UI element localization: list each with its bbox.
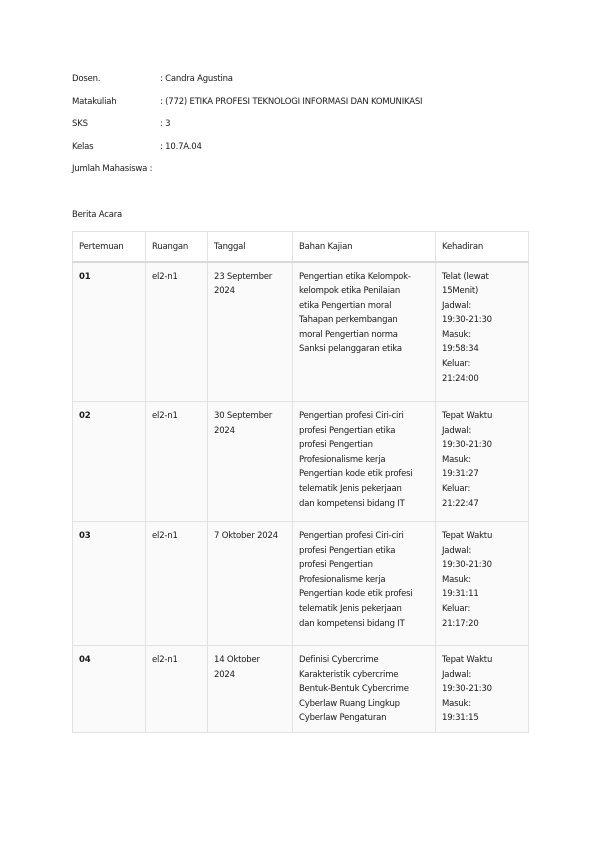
cell-bahan-kajian-line: Profesionalisme kerja (299, 454, 386, 465)
sks-value: : 3 (160, 119, 171, 129)
cell-pertemuan-text: 02 (79, 411, 91, 421)
cell-bahan-kajian-line: Cyberlaw Pengaturan (299, 713, 387, 724)
header-pertemuan: Pertemuan (73, 232, 146, 262)
cell-pertemuan (73, 646, 146, 733)
kelas-label: Kelas (72, 141, 94, 152)
cell-kehadiran-line: Jadwal: (442, 545, 472, 556)
cell-tanggal-line: 2024 (214, 425, 235, 436)
cell-bahan-kajian-line: etika Pengertian moral (299, 300, 392, 311)
cell-pertemuan-text: 01 (79, 271, 91, 282)
cell-kehadiran-line: 19:30-21:30 (442, 315, 492, 326)
cell-kehadiran-line: 15Menit) (442, 286, 479, 297)
table-row (73, 262, 529, 402)
cell-kehadiran-line: Telat (lewat (442, 271, 489, 282)
cell-tanggal (208, 402, 293, 522)
cell-bahan-kajian-line: profesi Pengertian (299, 440, 373, 451)
section-title: Berita Acara (72, 210, 123, 220)
matakuliah-value: : (772) ETIKA PROFESI TEKNOLOGI INFORMASI DAN KOMUNIKASI (160, 96, 423, 107)
header-bahan-kajian: Bahan Kajian (293, 232, 436, 262)
cell-tanggal-line: 2024 (214, 669, 235, 680)
cell-kehadiran-line: Masuk: (442, 329, 471, 340)
table-row (73, 522, 529, 646)
cell-bahan-kajian (293, 522, 436, 646)
info-row-kelas (72, 141, 532, 164)
cell-tanggal-line: 2024 (214, 286, 235, 297)
cell-kehadiran-line: Tepat Waktu (442, 655, 493, 665)
dosen-value: : Candra Agustina (160, 74, 233, 84)
cell-kehadiran-line: 21:17:20 (442, 618, 479, 629)
cell-ruangan (146, 646, 208, 733)
info-row-matakuliah (72, 96, 532, 119)
cell-pertemuan-text: 04 (79, 655, 91, 665)
cell-kehadiran-line: 19:30-21:30 (442, 560, 492, 571)
header-tanggal: Tanggal (208, 232, 293, 262)
cell-kehadiran-line: 19:31:27 (442, 469, 479, 480)
cell-kehadiran-line: 21:22:47 (442, 498, 479, 509)
cell-bahan-kajian-line: kelompok etika Penilaian (299, 286, 401, 297)
cell-kehadiran (436, 402, 529, 522)
course-info (72, 73, 532, 186)
table-row (73, 646, 529, 733)
cell-bahan-kajian-line: dan kompetensi bidang IT (299, 618, 405, 629)
cell-bahan-kajian-line: Pengertian profesi Ciri-ciri (299, 411, 404, 421)
cell-kehadiran-line: 21:24:00 (442, 373, 479, 384)
cell-bahan-kajian-line: Definisi Cybercrime (299, 655, 379, 665)
cell-bahan-kajian-line: Tahapan perkembangan (299, 315, 398, 326)
cell-kehadiran-line: Masuk: (442, 574, 471, 585)
cell-bahan-kajian-line: moral Pengertian norma (299, 329, 398, 340)
cell-bahan-kajian-line: telematik Jenis pekerjaan (299, 603, 402, 614)
info-row-sks (72, 118, 532, 141)
cell-kehadiran-line: Keluar: (442, 603, 471, 614)
cell-ruangan (146, 522, 208, 646)
cell-kehadiran-line: Masuk: (442, 454, 471, 465)
cell-tanggal (208, 262, 293, 402)
cell-pertemuan-text: 03 (79, 531, 91, 541)
cell-bahan-kajian (293, 646, 436, 733)
cell-bahan-kajian-line: profesi Pengertian etika (299, 425, 396, 436)
cell-kehadiran-line: Tepat Waktu (442, 411, 493, 421)
cell-kehadiran-line: 19:31:15 (442, 713, 479, 724)
header-kehadiran: Kehadiran (436, 232, 529, 262)
jumlah-label: Jumlah Mahasiswa : (72, 164, 153, 174)
kelas-value: : 10.7A.04 (160, 141, 202, 152)
cell-kehadiran-line: Keluar: (442, 483, 471, 494)
cell-tanggal-line: 14 Oktober (214, 655, 260, 665)
cell-kehadiran-line: Tepat Waktu (442, 531, 493, 541)
cell-kehadiran (436, 262, 529, 402)
cell-pertemuan (73, 402, 146, 522)
info-row-jumlah (72, 163, 532, 186)
cell-ruangan (146, 402, 208, 522)
info-row-dosen (72, 73, 532, 96)
cell-bahan-kajian-line: dan kompetensi bidang IT (299, 498, 405, 509)
cell-ruangan-text: el2-n1 (152, 271, 178, 282)
cell-tanggal-line: 30 September (214, 411, 273, 421)
cell-kehadiran-line: 19:31:11 (442, 589, 479, 600)
cell-kehadiran-line: 19:58:34 (442, 344, 479, 355)
cell-pertemuan (73, 262, 146, 402)
cell-bahan-kajian-line: Pengertian kode etik profesi (299, 469, 413, 480)
cell-kehadiran (436, 522, 529, 646)
table-row (73, 402, 529, 522)
cell-kehadiran-line: 19:30-21:30 (442, 684, 492, 695)
dosen-label: Dosen. (72, 74, 101, 84)
attendance-table (72, 231, 529, 733)
cell-ruangan-text: el2-n1 (152, 531, 178, 541)
cell-kehadiran-line: Jadwal: (442, 300, 472, 311)
table-header-row (73, 232, 529, 262)
sks-label: SKS (72, 119, 88, 129)
cell-bahan-kajian-line: telematik Jenis pekerjaan (299, 483, 402, 494)
cell-ruangan (146, 262, 208, 402)
cell-bahan-kajian-line: Bentuk-Bentuk Cybercrime (299, 684, 409, 695)
cell-bahan-kajian-line: Sanksi pelanggaran etika (299, 344, 402, 355)
cell-bahan-kajian (293, 262, 436, 402)
cell-bahan-kajian-line: profesi Pengertian (299, 560, 373, 571)
cell-bahan-kajian (293, 402, 436, 522)
cell-tanggal-line: 23 September (214, 271, 273, 282)
cell-bahan-kajian-line: Profesionalisme kerja (299, 574, 386, 585)
cell-kehadiran (436, 646, 529, 733)
jumlah-value (152, 163, 532, 186)
cell-pertemuan (73, 522, 146, 646)
cell-bahan-kajian-line: profesi Pengertian etika (299, 545, 396, 556)
cell-kehadiran-line: 19:30-21:30 (442, 440, 492, 451)
cell-tanggal (208, 646, 293, 733)
cell-kehadiran-line: Jadwal: (442, 669, 472, 680)
cell-ruangan-text: el2-n1 (152, 411, 178, 421)
cell-bahan-kajian-line: Pengertian profesi Ciri-ciri (299, 531, 404, 541)
cell-bahan-kajian-line: Karakteristik cybercrime (299, 669, 399, 680)
cell-kehadiran-line: Masuk: (442, 698, 471, 709)
cell-bahan-kajian-line: Pengertian kode etik profesi (299, 589, 413, 600)
cell-kehadiran-line: Keluar: (442, 359, 471, 370)
header-ruangan: Ruangan (146, 232, 208, 262)
cell-bahan-kajian-line: Cyberlaw Ruang Lingkup (299, 698, 400, 709)
cell-bahan-kajian-line: Pengertian etika Kelompok- (299, 271, 411, 282)
cell-ruangan-text: el2-n1 (152, 655, 178, 665)
cell-tanggal (208, 522, 293, 646)
cell-kehadiran-line: Jadwal: (442, 425, 472, 436)
matakuliah-label: Matakuliah (72, 96, 117, 107)
cell-tanggal-line: 7 Oktober 2024 (214, 531, 278, 541)
